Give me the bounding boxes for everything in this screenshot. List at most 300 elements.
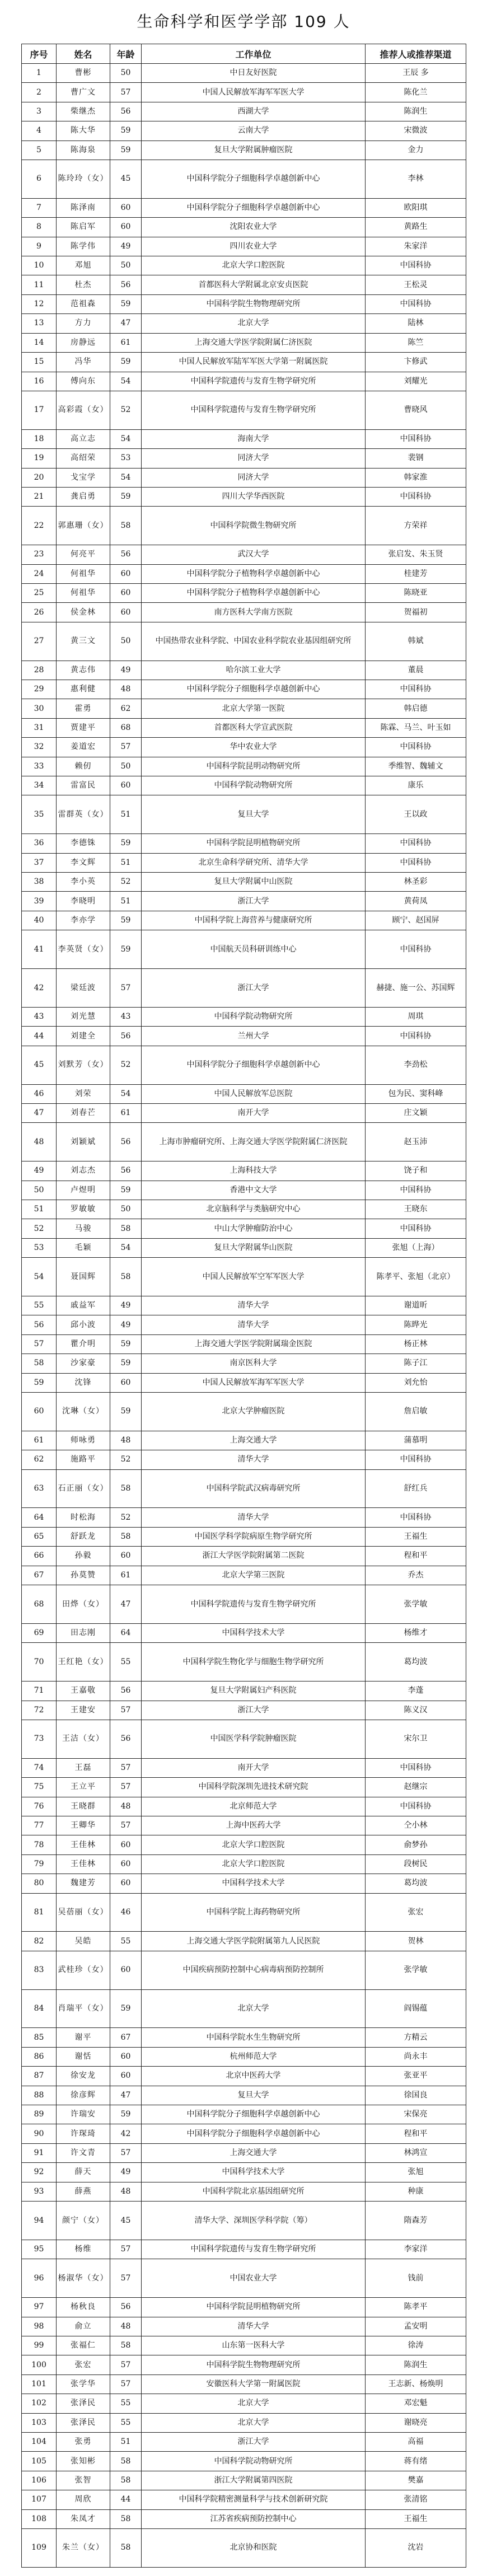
cell-name: 师咏勇 bbox=[57, 1431, 110, 1450]
cell-recommender: 王辰 多 bbox=[366, 64, 466, 83]
table-row bbox=[22, 776, 466, 795]
cell-no: 10 bbox=[22, 256, 57, 275]
table-row bbox=[22, 2355, 466, 2374]
cell-recommender: 包为民、窦科峰 bbox=[366, 1084, 466, 1103]
cell-institution: 北京大学 bbox=[142, 2394, 366, 2413]
cell-recommender: 王以政 bbox=[366, 795, 466, 834]
cell-institution: 中国科学院分子植物科学卓越创新中心 bbox=[142, 583, 366, 602]
cell-age: 52 bbox=[110, 873, 142, 892]
cell-age: 45 bbox=[110, 160, 142, 199]
cell-recommender: 张启发、朱玉贤 bbox=[366, 545, 466, 564]
cell-age: 55 bbox=[110, 2394, 142, 2413]
cell-name: 毛颖 bbox=[57, 1238, 110, 1257]
cell-institution: 中山大学肿瘤防治中心 bbox=[142, 1219, 366, 1238]
table-row bbox=[22, 718, 466, 737]
table-row bbox=[22, 1258, 466, 1296]
cell-institution: 同济大学 bbox=[142, 468, 366, 487]
table-row bbox=[22, 2143, 466, 2162]
cell-recommender: 张旭（上海） bbox=[366, 1238, 466, 1257]
cell-no: 2 bbox=[22, 83, 57, 102]
cell-no: 15 bbox=[22, 353, 57, 372]
cell-age: 60 bbox=[110, 564, 142, 583]
table-row bbox=[22, 64, 466, 83]
table-row bbox=[22, 757, 466, 776]
cell-name: 高绍荣 bbox=[57, 449, 110, 468]
cell-age: 57 bbox=[110, 2355, 142, 2374]
cell-age: 64 bbox=[110, 1623, 142, 1642]
cell-institution: 中国科学院水生生物研究所 bbox=[142, 2028, 366, 2047]
cell-recommender: 赫捷、施一公、苏国辉 bbox=[366, 969, 466, 1008]
cell-no: 81 bbox=[22, 1893, 57, 1932]
cell-no: 46 bbox=[22, 1084, 57, 1103]
cell-recommender: 徐涛 bbox=[366, 2336, 466, 2355]
cell-age: 52 bbox=[110, 1046, 142, 1084]
cell-age: 49 bbox=[110, 1315, 142, 1334]
cell-name: 曹广文 bbox=[57, 83, 110, 102]
cell-no: 12 bbox=[22, 294, 57, 313]
cell-name: 张泽民 bbox=[57, 2413, 110, 2432]
cell-institution: 中国热带农业科学院、中国农业科学院农业基因组研究所 bbox=[142, 622, 366, 661]
cell-no: 79 bbox=[22, 1854, 57, 1874]
table-row bbox=[22, 1527, 466, 1546]
cell-recommender: 张宏 bbox=[366, 1893, 466, 1932]
cell-no: 28 bbox=[22, 661, 57, 680]
cell-no: 88 bbox=[22, 2086, 57, 2105]
cell-name: 何亮平 bbox=[57, 545, 110, 564]
cell-no: 8 bbox=[22, 218, 57, 237]
table-row bbox=[22, 1084, 466, 1103]
cell-recommender: 中国科协 bbox=[366, 930, 466, 969]
cell-age: 56 bbox=[110, 1161, 142, 1181]
table-row bbox=[22, 2163, 466, 2182]
cell-name: 戚益军 bbox=[57, 1296, 110, 1315]
cell-institution: 中国科学院遗传与发育生物学研究所 bbox=[142, 1585, 366, 1624]
cell-recommender: 尚永丰 bbox=[366, 2047, 466, 2066]
cell-recommender: 赵玉沛 bbox=[366, 1123, 466, 1161]
cell-institution: 浙江大学附属第四医院 bbox=[142, 2471, 366, 2490]
table-row bbox=[22, 2298, 466, 2317]
cell-age: 57 bbox=[110, 2374, 142, 2394]
cell-institution: 南开大学 bbox=[142, 1103, 366, 1122]
column-header-institution: 工作单位 bbox=[142, 44, 366, 64]
cell-no: 61 bbox=[22, 1431, 57, 1450]
cell-recommender: 徐国良 bbox=[366, 2086, 466, 2105]
cell-name: 张勇 bbox=[57, 2432, 110, 2451]
cell-name: 孙毅 bbox=[57, 1547, 110, 1566]
cell-institution: 复旦大学附属中山医院 bbox=[142, 873, 366, 892]
table-row bbox=[22, 1566, 466, 1585]
cell-institution: 北京大学口腔医院 bbox=[142, 1835, 366, 1854]
cell-name: 时松海 bbox=[57, 1508, 110, 1527]
table-row bbox=[22, 275, 466, 294]
cell-no: 5 bbox=[22, 140, 57, 160]
cell-recommender: 蒲慕明 bbox=[366, 1431, 466, 1450]
cell-no: 96 bbox=[22, 2259, 57, 2298]
cell-institution: 中国医学科学院病原生物学研究所 bbox=[142, 1527, 366, 1546]
cell-no: 50 bbox=[22, 1181, 57, 1200]
cell-age: 58 bbox=[110, 2452, 142, 2471]
cell-recommender: 陈孝平、张旭（北京） bbox=[366, 1258, 466, 1296]
cell-recommender: 陈子江 bbox=[366, 1354, 466, 1373]
cell-no: 107 bbox=[22, 2490, 57, 2509]
cell-no: 49 bbox=[22, 1161, 57, 1181]
cell-age: 60 bbox=[110, 1854, 142, 1874]
table-row bbox=[22, 1103, 466, 1122]
table-row bbox=[22, 1181, 466, 1200]
cell-no: 47 bbox=[22, 1103, 57, 1122]
table-row bbox=[22, 969, 466, 1008]
table-row bbox=[22, 1200, 466, 1219]
table-row bbox=[22, 2047, 466, 2066]
cell-age: 51 bbox=[110, 892, 142, 911]
cell-no: 9 bbox=[22, 237, 57, 256]
table-row bbox=[22, 1027, 466, 1046]
cell-recommender: 中国科协 bbox=[366, 680, 466, 699]
cell-recommender: 贺林 bbox=[366, 1932, 466, 1951]
cell-name: 王佳林 bbox=[57, 1835, 110, 1854]
cell-no: 89 bbox=[22, 2105, 57, 2124]
cell-recommender: 刘允怡 bbox=[366, 1373, 466, 1392]
cell-age: 56 bbox=[110, 1027, 142, 1046]
cell-recommender: 王晓东 bbox=[366, 1200, 466, 1219]
cell-institution: 中国科学院分子细胞科学卓越创新中心 bbox=[142, 198, 366, 217]
cell-name: 房静远 bbox=[57, 333, 110, 352]
cell-name: 颜宁（女） bbox=[57, 2202, 110, 2240]
cell-age: 49 bbox=[110, 2163, 142, 2182]
cell-age: 56 bbox=[110, 1720, 142, 1758]
cell-age: 51 bbox=[110, 2432, 142, 2451]
cell-institution: 中国航天员科研训练中心 bbox=[142, 930, 366, 969]
cell-name: 贾建平 bbox=[57, 718, 110, 737]
cell-age: 56 bbox=[110, 102, 142, 121]
cell-name: 许瑞安 bbox=[57, 2105, 110, 2124]
cell-name: 刘志杰 bbox=[57, 1161, 110, 1181]
cell-no: 39 bbox=[22, 892, 57, 911]
table-row bbox=[22, 83, 466, 102]
cell-institution: 北京脑科学与类脑研究中心 bbox=[142, 1200, 366, 1219]
cell-no: 41 bbox=[22, 930, 57, 969]
cell-name: 田烨（女） bbox=[57, 1585, 110, 1624]
cell-name: 瞿介明 bbox=[57, 1334, 110, 1353]
cell-no: 85 bbox=[22, 2028, 57, 2047]
cell-age: 48 bbox=[110, 2182, 142, 2201]
cell-institution: 上海交通大学医学院附属仁济医院 bbox=[142, 333, 366, 352]
cell-name: 刘颖斌 bbox=[57, 1123, 110, 1161]
cell-name: 徐安龙 bbox=[57, 2067, 110, 2086]
table-row bbox=[22, 583, 466, 602]
table-row bbox=[22, 314, 466, 333]
column-header-age: 年龄 bbox=[110, 44, 142, 64]
cell-no: 45 bbox=[22, 1046, 57, 1084]
cell-institution: 中国医学科学院肿瘤医院 bbox=[142, 1720, 366, 1758]
cell-name: 周欣 bbox=[57, 2490, 110, 2509]
cell-no: 65 bbox=[22, 1527, 57, 1546]
cell-name: 刘建全 bbox=[57, 1027, 110, 1046]
cell-no: 11 bbox=[22, 275, 57, 294]
table-row bbox=[22, 2394, 466, 2413]
table-row bbox=[22, 1989, 466, 2028]
cell-recommender: 卞修武 bbox=[366, 353, 466, 372]
cell-age: 57 bbox=[110, 738, 142, 757]
cell-no: 20 bbox=[22, 468, 57, 487]
cell-name: 惠利健 bbox=[57, 680, 110, 699]
cell-name: 李德铢 bbox=[57, 834, 110, 853]
cell-recommender: 中国科协 bbox=[366, 487, 466, 506]
cell-recommender: 林圣彩 bbox=[366, 873, 466, 892]
table-row bbox=[22, 1951, 466, 1989]
cell-recommender: 王志新、杨焕明 bbox=[366, 2374, 466, 2394]
table-row bbox=[22, 198, 466, 217]
table-row bbox=[22, 1296, 466, 1315]
cell-recommender: 舒红兵 bbox=[366, 1469, 466, 1508]
cell-institution: 中国科学院动物研究所 bbox=[142, 1007, 366, 1026]
cell-institution: 中日友好医院 bbox=[142, 64, 366, 83]
cell-institution: 清华大学 bbox=[142, 1296, 366, 1315]
table-row bbox=[22, 1431, 466, 1450]
cell-institution: 中国人民解放军海军军医大学 bbox=[142, 83, 366, 102]
cell-recommender: 韩斌 bbox=[366, 622, 466, 661]
cell-no: 94 bbox=[22, 2202, 57, 2240]
cell-institution: 复旦大学附属华山医院 bbox=[142, 1238, 366, 1257]
cell-no: 36 bbox=[22, 834, 57, 853]
cell-no: 86 bbox=[22, 2047, 57, 2066]
cell-name: 张福仁 bbox=[57, 2336, 110, 2355]
table-row bbox=[22, 1161, 466, 1181]
cell-institution: 清华大学 bbox=[142, 1315, 366, 1334]
cell-no: 54 bbox=[22, 1258, 57, 1296]
cell-name: 刘默芳（女） bbox=[57, 1046, 110, 1084]
cell-age: 49 bbox=[110, 661, 142, 680]
cell-no: 23 bbox=[22, 545, 57, 564]
table-row bbox=[22, 1354, 466, 1373]
cell-institution: 复旦大学 bbox=[142, 2086, 366, 2105]
cell-name: 方力 bbox=[57, 314, 110, 333]
cell-recommender: 陈义汉 bbox=[366, 1701, 466, 1720]
cell-age: 49 bbox=[110, 237, 142, 256]
cell-institution: 清华大学、深圳医学科学院（筹） bbox=[142, 2202, 366, 2240]
cell-no: 17 bbox=[22, 391, 57, 429]
cell-age: 60 bbox=[110, 1373, 142, 1392]
cell-name: 王红艳（女） bbox=[57, 1643, 110, 1682]
cell-recommender: 邓宏魁 bbox=[366, 2394, 466, 2413]
table-row bbox=[22, 892, 466, 911]
cell-recommender: 中国科协 bbox=[366, 1181, 466, 1200]
cell-recommender: 张旭 bbox=[366, 2163, 466, 2182]
cell-recommender: 方精云 bbox=[366, 2028, 466, 2047]
cell-institution: 中国科学院昆明植物研究所 bbox=[142, 2298, 366, 2317]
cell-no: 16 bbox=[22, 372, 57, 391]
cell-recommender: 金力 bbox=[366, 140, 466, 160]
cell-age: 62 bbox=[110, 699, 142, 718]
cell-institution: 杭州师范大学 bbox=[142, 2047, 366, 2066]
cell-age: 48 bbox=[110, 680, 142, 699]
cell-institution: 中国科学院深圳先进技术研究院 bbox=[142, 1778, 366, 1797]
cell-name: 张智 bbox=[57, 2471, 110, 2490]
cell-institution: 中国科学院生物物理研究所 bbox=[142, 294, 366, 313]
cell-recommender: 陈晔光 bbox=[366, 1315, 466, 1334]
cell-recommender: 陈竺 bbox=[366, 333, 466, 352]
column-header-no: 序号 bbox=[22, 44, 57, 64]
cell-age: 59 bbox=[110, 834, 142, 853]
cell-recommender: 陈晓亚 bbox=[366, 583, 466, 602]
cell-age: 43 bbox=[110, 1007, 142, 1026]
cell-recommender: 季维智、魏辅文 bbox=[366, 757, 466, 776]
cell-no: 66 bbox=[22, 1547, 57, 1566]
cell-no: 92 bbox=[22, 2163, 57, 2182]
cell-age: 54 bbox=[110, 1238, 142, 1257]
cell-recommender: 陈孝平 bbox=[366, 2298, 466, 2317]
cell-name: 李文辉 bbox=[57, 853, 110, 872]
cell-institution: 北京生命科学研究所、清华大学 bbox=[142, 853, 366, 872]
cell-institution: 中国科学院昆明植物研究所 bbox=[142, 834, 366, 853]
cell-name: 许琛琦 bbox=[57, 2124, 110, 2143]
cell-age: 51 bbox=[110, 853, 142, 872]
cell-institution: 四川大学华西医院 bbox=[142, 487, 366, 506]
cell-institution: 中国科学院昆明动物研究所 bbox=[142, 757, 366, 776]
cell-age: 59 bbox=[110, 1334, 142, 1353]
cell-age: 59 bbox=[110, 121, 142, 140]
cell-recommender: 王福生 bbox=[366, 2509, 466, 2528]
cell-age: 50 bbox=[110, 1200, 142, 1219]
cell-recommender: 葛均波 bbox=[366, 1874, 466, 1893]
cell-institution: 中国科学院遗传与发育生物学研究所 bbox=[142, 391, 366, 429]
cell-age: 47 bbox=[110, 1585, 142, 1624]
table-row bbox=[22, 795, 466, 834]
cell-institution: 山东第一医科大学 bbox=[142, 2336, 366, 2355]
cell-recommender: 韩家淮 bbox=[366, 468, 466, 487]
cell-name: 魏建芳 bbox=[57, 1874, 110, 1893]
cell-institution: 中国科学院遗传与发育生物学研究所 bbox=[142, 372, 366, 391]
cell-institution: 安徽医科大学第一附属医院 bbox=[142, 2374, 366, 2394]
cell-age: 47 bbox=[110, 2086, 142, 2105]
cell-age: 54 bbox=[110, 1084, 142, 1103]
cell-age: 60 bbox=[110, 218, 142, 237]
cell-recommender: 中国科协 bbox=[366, 1508, 466, 1527]
cell-no: 21 bbox=[22, 487, 57, 506]
table-row bbox=[22, 1334, 466, 1353]
cell-name: 黄三文 bbox=[57, 622, 110, 661]
cell-recommender: 中国科协 bbox=[366, 1219, 466, 1238]
cell-name: 杨维 bbox=[57, 2240, 110, 2259]
table-row bbox=[22, 2124, 466, 2143]
table-row bbox=[22, 256, 466, 275]
cell-no: 6 bbox=[22, 160, 57, 199]
cell-recommender: 中国科协 bbox=[366, 429, 466, 448]
cell-recommender: 阎锡蕴 bbox=[366, 1989, 466, 2028]
cell-no: 109 bbox=[22, 2529, 57, 2568]
table-row bbox=[22, 1932, 466, 1951]
table-row bbox=[22, 873, 466, 892]
cell-institution: 中国科学技术大学 bbox=[142, 2163, 366, 2182]
cell-name: 朱兰（女） bbox=[57, 2529, 110, 2568]
cell-name: 田志刚 bbox=[57, 1623, 110, 1642]
cell-age: 61 bbox=[110, 1103, 142, 1122]
cell-age: 57 bbox=[110, 1758, 142, 1777]
cell-no: 84 bbox=[22, 1989, 57, 2028]
cell-recommender: 黄荷凤 bbox=[366, 892, 466, 911]
cell-institution: 中国科学院动物研究所 bbox=[142, 776, 366, 795]
cell-no: 40 bbox=[22, 911, 57, 930]
cell-institution: 南开大学 bbox=[142, 1758, 366, 1777]
cell-name: 李小英 bbox=[57, 873, 110, 892]
cell-name: 邱小波 bbox=[57, 1315, 110, 1334]
cell-age: 60 bbox=[110, 1874, 142, 1893]
cell-no: 1 bbox=[22, 64, 57, 83]
cell-age: 48 bbox=[110, 1431, 142, 1450]
table-row bbox=[22, 1643, 466, 1682]
cell-institution: 北京中医药大学 bbox=[142, 2067, 366, 2086]
table-row bbox=[22, 622, 466, 661]
cell-recommender: 谢晓亮 bbox=[366, 2413, 466, 2432]
cell-age: 46 bbox=[110, 1893, 142, 1932]
table-row bbox=[22, 391, 466, 429]
cell-recommender: 张清铭 bbox=[366, 2490, 466, 2509]
table-row bbox=[22, 2471, 466, 2490]
cell-recommender: 张学敏 bbox=[366, 1585, 466, 1624]
table-row bbox=[22, 140, 466, 160]
table-row bbox=[22, 2374, 466, 2394]
cell-institution: 浙江大学 bbox=[142, 969, 366, 1008]
cell-age: 59 bbox=[110, 1354, 142, 1373]
cell-institution: 哈尔滨工业大学 bbox=[142, 661, 366, 680]
table-row bbox=[22, 680, 466, 699]
cell-institution: 中国科学院上海营养与健康研究所 bbox=[142, 911, 366, 930]
cell-recommender: 赵继宗 bbox=[366, 1778, 466, 1797]
table-row bbox=[22, 1007, 466, 1026]
cell-no: 90 bbox=[22, 2124, 57, 2143]
cell-name: 张泽民 bbox=[57, 2394, 110, 2413]
cell-no: 82 bbox=[22, 1932, 57, 1951]
table-row bbox=[22, 2317, 466, 2336]
cell-institution: 中国科学院分子细胞科学卓越创新中心 bbox=[142, 680, 366, 699]
table-row bbox=[22, 2490, 466, 2509]
cell-age: 60 bbox=[110, 2047, 142, 2066]
table-row bbox=[22, 1682, 466, 1701]
table-row bbox=[22, 449, 466, 468]
cell-no: 24 bbox=[22, 564, 57, 583]
cell-recommender: 王松灵 bbox=[366, 275, 466, 294]
cell-name: 施路平 bbox=[57, 1450, 110, 1469]
table-row bbox=[22, 468, 466, 487]
cell-age: 60 bbox=[110, 2067, 142, 2086]
cell-institution: 云南大学 bbox=[142, 121, 366, 140]
cell-name: 王洁（女） bbox=[57, 1720, 110, 1758]
cell-age: 54 bbox=[110, 429, 142, 448]
cell-institution: 四川农业大学 bbox=[142, 237, 366, 256]
cell-age: 58 bbox=[110, 1258, 142, 1296]
cell-name: 舒跃龙 bbox=[57, 1527, 110, 1546]
table-row bbox=[22, 545, 466, 564]
cell-institution: 复旦大学附属妇产科医院 bbox=[142, 1682, 366, 1701]
table-row bbox=[22, 1547, 466, 1566]
cell-no: 91 bbox=[22, 2143, 57, 2162]
table-row bbox=[22, 1835, 466, 1854]
table-row bbox=[22, 834, 466, 853]
table-row bbox=[22, 1393, 466, 1431]
cell-name: 黄志伟 bbox=[57, 661, 110, 680]
cell-no: 53 bbox=[22, 1238, 57, 1257]
cell-age: 56 bbox=[110, 1123, 142, 1161]
cell-recommender: 孟安明 bbox=[366, 2317, 466, 2336]
table-row bbox=[22, 2182, 466, 2201]
cell-recommender: 李劲松 bbox=[366, 1046, 466, 1084]
cell-institution: 首都医科大学附属北京安贞医院 bbox=[142, 275, 366, 294]
cell-name: 戈宝学 bbox=[57, 468, 110, 487]
cell-institution: 上海科技大学 bbox=[142, 1161, 366, 1181]
cell-institution: 中国科学院精密测量科学与技术创新研究院 bbox=[142, 2490, 366, 2509]
cell-recommender: 陈润生 bbox=[366, 2355, 466, 2374]
cell-no: 99 bbox=[22, 2336, 57, 2355]
